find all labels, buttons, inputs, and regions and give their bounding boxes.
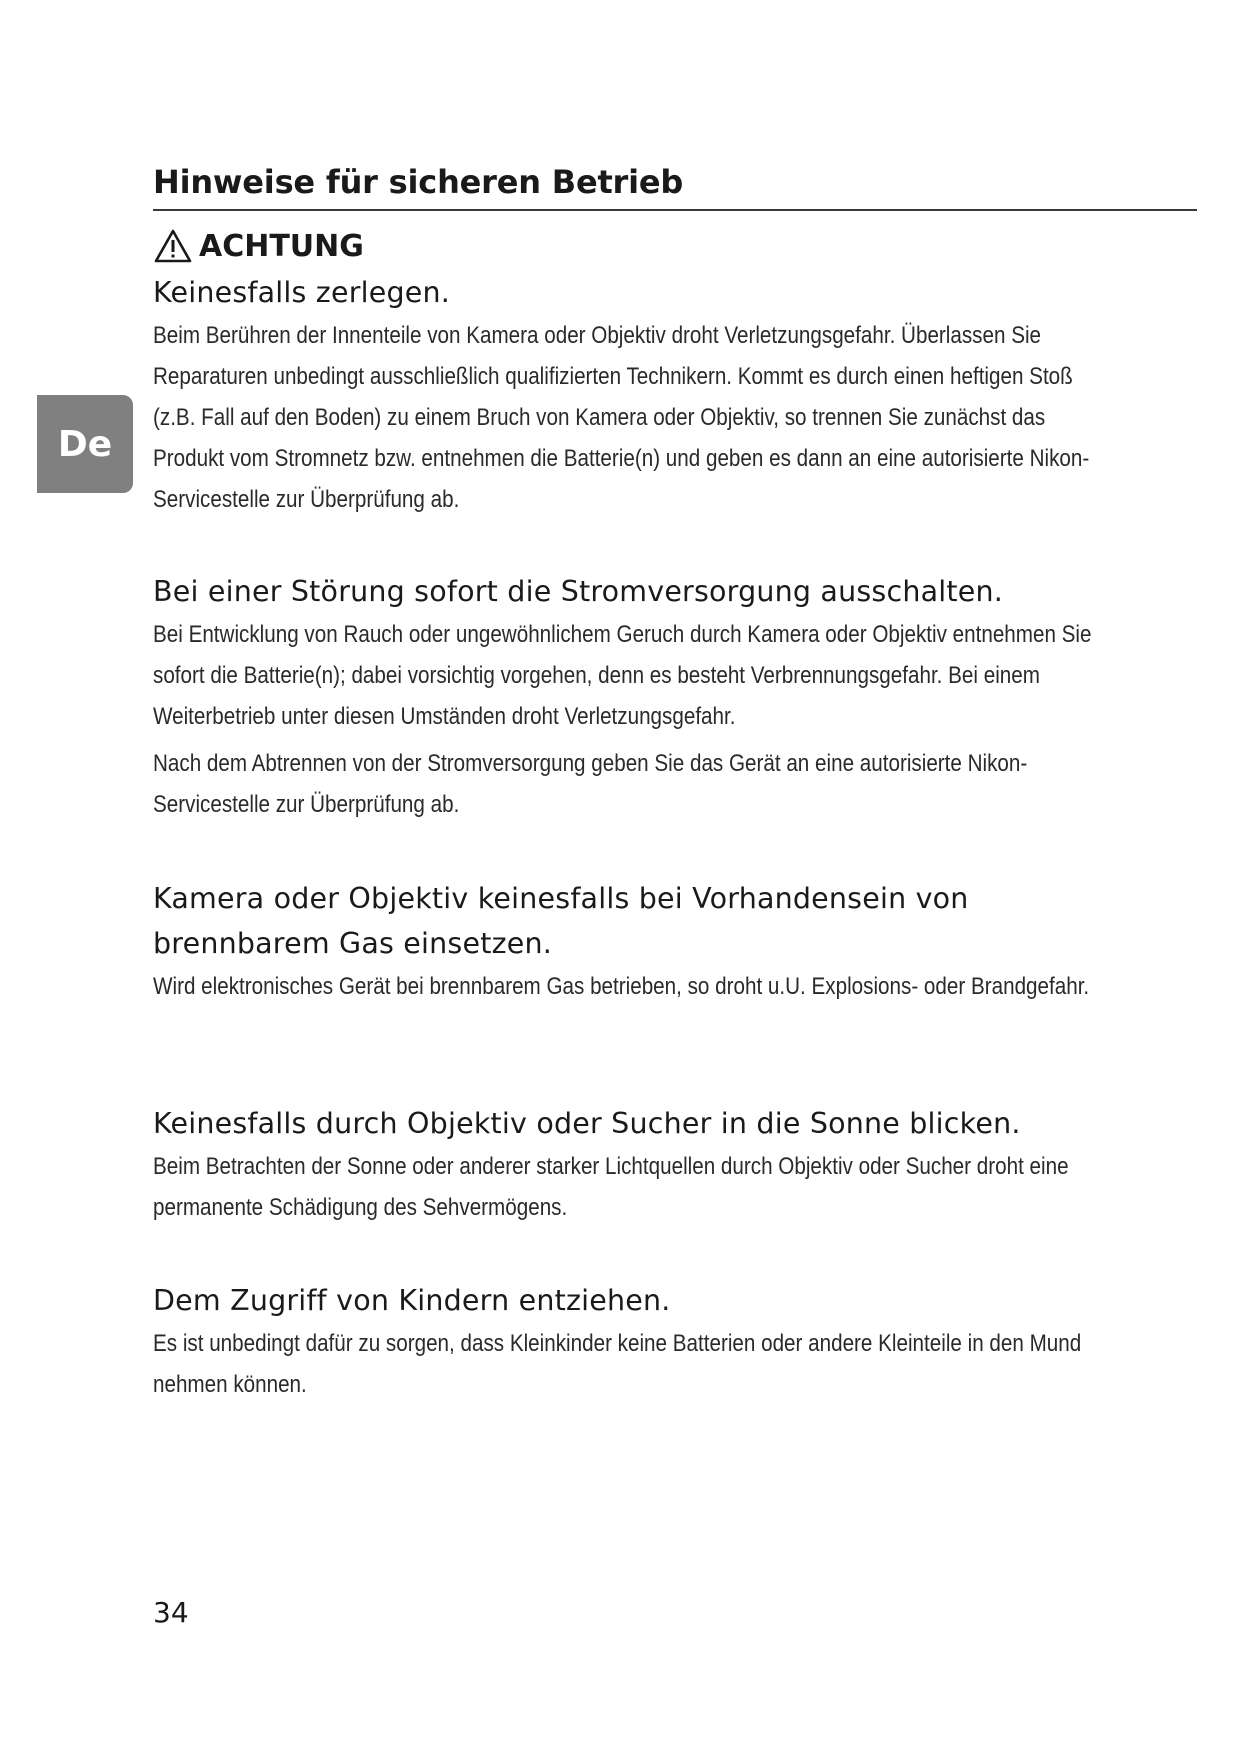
language-tab: [37, 395, 133, 493]
section-children: [153, 1278, 1113, 1405]
warning-triangle-icon: [153, 228, 193, 264]
section-sun: [153, 1101, 1113, 1228]
section-disassembly: [153, 270, 1113, 520]
title-divider: [153, 209, 1197, 211]
section-paragraph: Beim Berühren der Innenteile von Kamera oder Objektiv droht Verletzungsgefahr. Überlassen Sie Reparaturen unbedingt ausschließlich qualifizierten Technikern. Kommt es durch einen heftigen Stoß (z.B. Fall auf den Boden) zu einem Bruch von Kamera oder Objektiv, so trennen Sie zunächst das Produkt vom Stromnetz bzw. entnehmen die Batterie(n) und geben es dann an eine autorisierte Nikon-Servicestelle zur Überprüfung ab.: [153, 322, 1090, 513]
section-heading: Kamera oder Objektiv keinesfalls bei Vorhandensein von brennbarem Gas einsetzen.: [153, 882, 969, 960]
section-heading: Keinesfalls durch Objektiv oder Sucher in die Sonne blicken.: [153, 1107, 1021, 1140]
section-heading: Dem Zugriff von Kindern entziehen.: [153, 1284, 671, 1317]
section-flammable-gas: [153, 876, 1113, 1007]
section-paragraph: Wird elektronisches Gerät bei brennbarem Gas betrieben, so droht u.U. Explosions- oder Brandgefahr.: [153, 973, 1090, 1000]
warning-heading: [153, 226, 364, 266]
language-tab-label: De: [57, 423, 113, 465]
page-number: 34: [153, 1596, 189, 1629]
section-paragraph: Beim Betrachten der Sonne oder anderer starker Lichtquellen durch Objektiv oder Sucher droht eine permanente Schädigung des Sehvermögens.: [153, 1153, 1069, 1221]
section-paragraph: Bei Entwicklung von Rauch oder ungewöhnlichem Geruch durch Kamera oder Objektiv entnehmen Sie sofort die Batterie(n); dabei vorsichtig vorgehen, denn es besteht Verbrennungsgefahr. Bei einem Weiterbetrieb unter diesen Umständen droht Verletzungsgefahr.: [153, 621, 1092, 730]
section-paragraph: Es ist unbedingt dafür zu sorgen, dass Kleinkinder keine Batterien oder andere Kleinteile in den Mund nehmen können.: [153, 1330, 1082, 1398]
section-paragraph: Nach dem Abtrennen von der Stromversorgung geben Sie das Gerät an eine autorisierte Nikon-Servicestelle zur Überprüfung ab.: [153, 750, 1028, 818]
section-heading: Bei einer Störung sofort die Stromversorgung ausschalten.: [153, 575, 1004, 608]
page-title: Hinweise für sicheren Betrieb: [153, 163, 684, 201]
section-heading: Keinesfalls zerlegen.: [153, 276, 451, 309]
section-malfunction: [153, 569, 1113, 825]
warning-label: ACHTUNG: [199, 228, 364, 264]
